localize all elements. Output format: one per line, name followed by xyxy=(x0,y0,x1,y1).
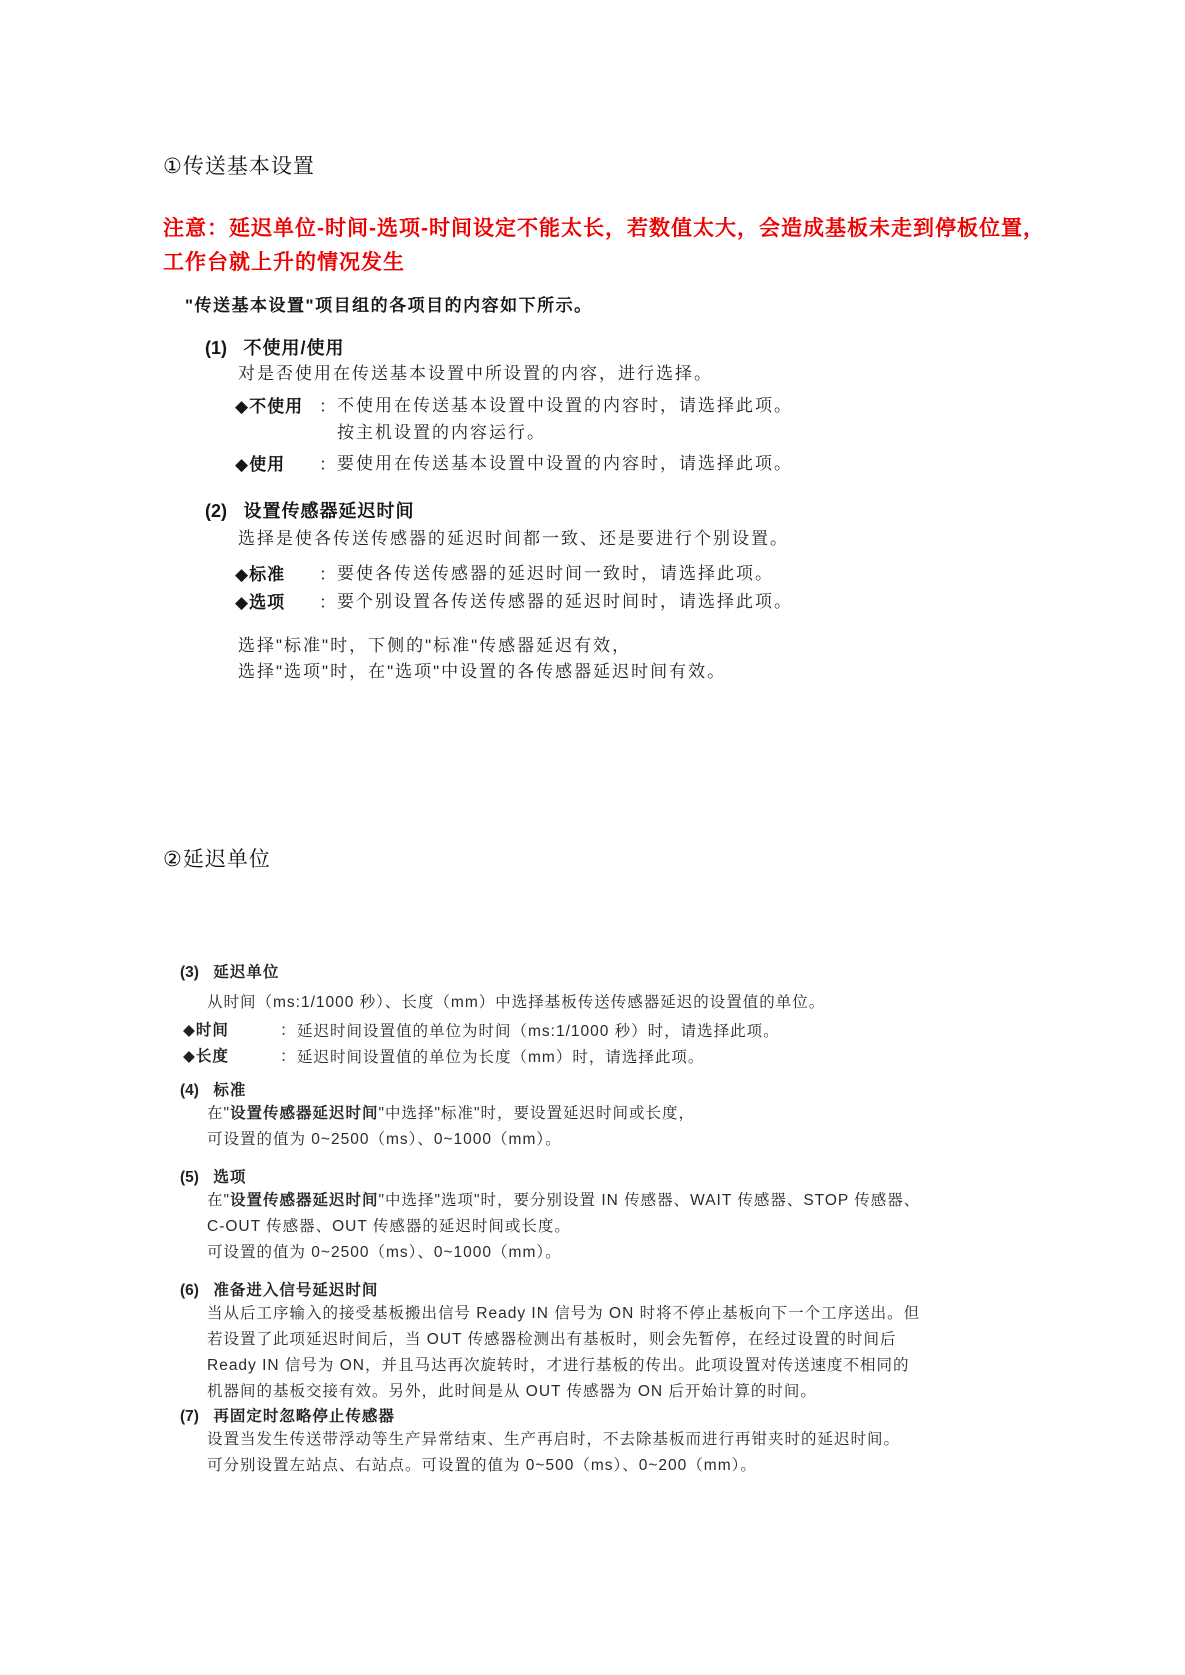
item-3-heading xyxy=(180,960,279,982)
item-5-number: (5) xyxy=(180,1169,199,1186)
item-6-body-line-4: 机器间的基板交接有效。另外，此时间是从 OUT 传感器为 ON 后开始计算的时间。 xyxy=(207,1383,817,1400)
item-4-heading xyxy=(180,1078,246,1100)
option-time-text: 延迟时间设置值的单位为时间（ms:1/1000 秒）时，请选择此项。 xyxy=(297,1023,780,1040)
item-5-line1-post: "中选择"选项"时，要分别设置 IN 传感器、WAIT 传感器、STOP 传感器、 xyxy=(378,1192,921,1209)
item-6-body-line-1: 当从后工序输入的接受基板搬出信号 Ready IN 信号为 ON 时将不停止基板向下一个工序送出。但 xyxy=(207,1305,921,1322)
option-length-label: ◆长度 xyxy=(183,1048,229,1065)
item-4-body-line-2: 可设置的值为 0~2500（ms）、0~1000（mm）。 xyxy=(207,1131,562,1148)
option-colon: ： xyxy=(280,1048,296,1065)
item-6-title: 准备进入信号延迟时间 xyxy=(213,1282,379,1299)
item-6-body-line-3: Ready IN 信号为 ON，并且马达再次旋转时，才进行基板的传出。此项设置对传送速度不相同的 xyxy=(207,1357,910,1374)
item-5-body-line-3: 可设置的值为 0~2500（ms）、0~1000（mm）。 xyxy=(207,1244,562,1261)
item-7-number: (7) xyxy=(180,1408,199,1425)
item-2-note-line-2: 选择"选项"时，在"选项"中设置的各传感器延迟时间有效。 xyxy=(238,662,727,681)
item-4-line1-post: "中选择"标准"时，要设置延迟时间或长度， xyxy=(378,1105,696,1122)
item-4-body-line-1 xyxy=(207,1101,695,1127)
option-not-use-text xyxy=(337,392,793,446)
option-row-not-use xyxy=(235,392,793,446)
option-row-use xyxy=(235,450,793,477)
option-not-use-label: ◆不使用 xyxy=(235,397,304,416)
option-not-use-text-line-1: 不使用在传送基本设置中设置的内容时，请选择此项。 xyxy=(337,396,793,415)
warning-text-line-2: 工作台就上升的情况发生 xyxy=(163,251,405,274)
section-2-heading: ②延迟单位 xyxy=(163,848,271,871)
item-2-description: 选择是使各传送传感器的延迟时间都一致、还是要进行个别设置。 xyxy=(238,529,789,548)
item-5-heading xyxy=(180,1165,246,1187)
item-5-title: 选项 xyxy=(213,1169,247,1186)
item-6-body-line-2: 若设置了此项延迟时间后，当 OUT 传感器检测出有基板时，则会先暂停，在经过设置的时间后 xyxy=(207,1331,897,1348)
option-use-text: 要使用在传送基本设置中设置的内容时，请选择此项。 xyxy=(337,454,793,473)
item-7-heading xyxy=(180,1404,395,1426)
option-standard-label: ◆标准 xyxy=(235,565,286,584)
option-colon: ： xyxy=(319,593,336,612)
option-row-length xyxy=(183,1044,704,1071)
item-4-line1-bold: 设置传感器延迟时间 xyxy=(230,1105,379,1122)
option-standard-text: 要使各传送传感器的延迟时间一致时，请选择此项。 xyxy=(337,564,774,583)
warning-text-line-1: 注意：延迟单位-时间-选项-时间设定不能太长，若数值太大，会造成基板未走到停板位置， xyxy=(163,217,1045,240)
option-length-text: 延迟时间设置值的单位为长度（mm）时，请选择此项。 xyxy=(297,1049,705,1066)
item-7-body-line-2: 可分别设置左站点、右站点。可设置的值为 0~500（ms）、0~200（mm）。 xyxy=(207,1457,757,1474)
item-4-number: (4) xyxy=(180,1082,199,1099)
item-6-number: (6) xyxy=(180,1282,199,1299)
option-row-option xyxy=(235,588,793,615)
item-2-title: 设置传感器延迟时间 xyxy=(243,501,415,521)
item-3-number: (3) xyxy=(180,964,199,981)
option-not-use-text-line-2: 按主机设置的内容运行。 xyxy=(337,423,546,442)
option-option-label: ◆选项 xyxy=(235,593,286,612)
item-3-body: 从时间（ms:1/1000 秒）、长度（mm）中选择基板传送传感器延迟的设置值的单位。 xyxy=(207,994,826,1011)
item-6-heading xyxy=(180,1278,378,1300)
option-option-text: 要个别设置各传送传感器的延迟时间时，请选择此项。 xyxy=(337,592,793,611)
option-time-label: ◆时间 xyxy=(183,1022,229,1039)
item-5-line1-bold: 设置传感器延迟时间 xyxy=(230,1192,379,1209)
item-2-number: (2) xyxy=(205,501,227,521)
item-7-title: 再固定时忽略停止传感器 xyxy=(213,1408,395,1425)
item-4-line1-pre: 在" xyxy=(207,1105,231,1122)
item-2-heading xyxy=(205,497,414,523)
group-intro-line: "传送基本设置"项目组的各项目的内容如下所示。 xyxy=(185,296,593,315)
option-colon: ： xyxy=(319,455,336,474)
item-5-body-line-1 xyxy=(207,1188,920,1214)
option-row-time xyxy=(183,1018,780,1045)
item-4-title: 标准 xyxy=(213,1082,247,1099)
section-1-heading: ①传送基本设置 xyxy=(163,155,315,178)
item-7-body-line-1: 设置当发生传送带浮动等生产异常结束、生产再启时，不去除基板而进行再钳夹时的延迟时间。 xyxy=(207,1431,901,1448)
option-colon: ： xyxy=(319,565,336,584)
item-2-note-line-1: 选择"标准"时，下侧的"标准"传感器延迟有效， xyxy=(238,636,632,655)
item-5-line1-pre: 在" xyxy=(207,1192,231,1209)
item-3-title: 延迟单位 xyxy=(213,964,280,981)
option-row-standard xyxy=(235,560,774,587)
item-1-heading xyxy=(205,334,344,360)
option-colon: ： xyxy=(319,397,336,416)
item-1-title: 不使用/使用 xyxy=(243,338,345,358)
item-1-description: 对是否使用在传送基本设置中所设置的内容，进行选择。 xyxy=(238,364,713,383)
option-use-label: ◆使用 xyxy=(235,455,286,474)
item-5-body-line-2: C-OUT 传感器、OUT 传感器的延迟时间或长度。 xyxy=(207,1218,571,1235)
option-colon: ： xyxy=(280,1022,296,1039)
item-1-number: (1) xyxy=(205,338,227,358)
